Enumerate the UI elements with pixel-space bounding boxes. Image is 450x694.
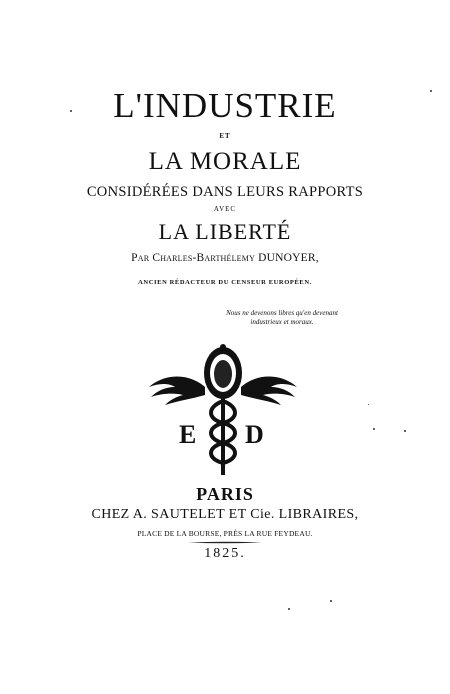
left-wing bbox=[149, 377, 205, 406]
letter-e: E bbox=[179, 420, 197, 449]
scan-speck bbox=[288, 608, 290, 610]
subtitle: CONSIDÉRÉES DANS LEURS RAPPORTS bbox=[86, 184, 364, 200]
epigraph-line-2: industrieux et moraux. bbox=[250, 318, 314, 326]
author-role: ANCIEN RÉDACTEUR DU CENSEUR EUROPÉEN. bbox=[138, 279, 312, 286]
scan-speck bbox=[430, 90, 432, 92]
third-title: LA LIBERTÉ bbox=[158, 219, 292, 244]
letter-d: D bbox=[245, 420, 264, 449]
scan-speck bbox=[373, 428, 375, 430]
printer-caduceus-vignette bbox=[143, 343, 303, 479]
author-line bbox=[0, 252, 450, 264]
second-title: LA MORALE bbox=[148, 148, 302, 175]
portrait-icon bbox=[214, 360, 232, 388]
scan-speck bbox=[330, 600, 332, 602]
conjunction-et: ET bbox=[219, 132, 231, 140]
ornamental-rule bbox=[188, 541, 262, 544]
publisher: CHEZ A. SAUTELET ET Cie. LIBRAIRES, bbox=[91, 507, 359, 522]
address: PLACE DE LA BOURSE, PRÈS LA RUE FEYDEAU. bbox=[137, 529, 313, 538]
scan-speck bbox=[404, 430, 406, 432]
author-prefix: Par Charles-Barthélemy bbox=[131, 252, 256, 264]
right-wing bbox=[241, 377, 297, 406]
author-surname: DUNOYER, bbox=[258, 252, 319, 264]
epigraph-line-1: Nous ne devenons libres qu'en devenant bbox=[226, 309, 338, 317]
place: PARIS bbox=[196, 484, 254, 504]
epigraph bbox=[218, 309, 346, 327]
main-title: L'INDUSTRIE bbox=[113, 86, 337, 125]
conjunction-avec: AVEC bbox=[213, 205, 237, 213]
scan-speck bbox=[70, 110, 72, 112]
year: 1825. bbox=[204, 546, 246, 561]
scan-speck bbox=[368, 404, 369, 405]
